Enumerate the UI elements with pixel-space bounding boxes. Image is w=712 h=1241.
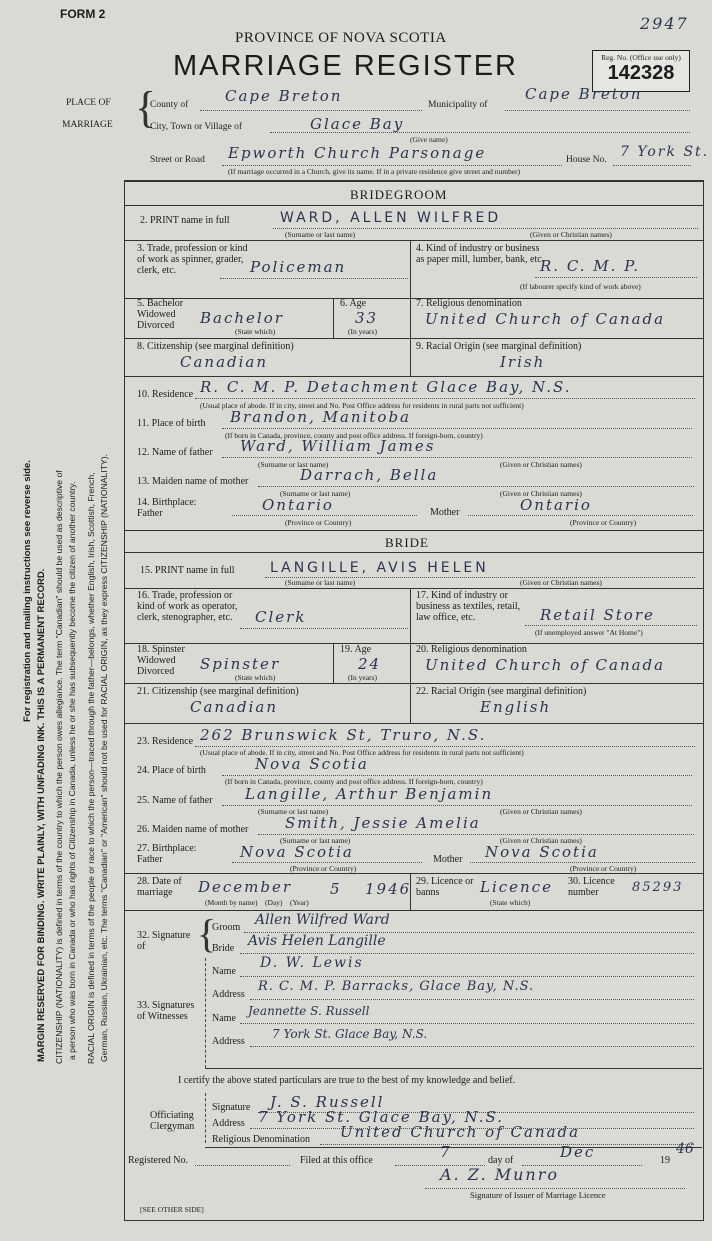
groom-religion: United Church of Canada: [425, 310, 666, 328]
bride-age: 24: [358, 655, 382, 673]
province-heading: PROVINCE OF NOVA SCOTIA: [235, 30, 447, 46]
municipality-label: Municipality of: [428, 100, 488, 110]
witness2-address-label: Address: [212, 1036, 245, 1047]
street-value: Epworth Church Parsonage: [228, 144, 487, 162]
street-note: (If marriage occurred in a Church, give its name. If in a private residence give street and number): [228, 167, 521, 176]
q16-label: 16. Trade, profession or kind of work as operator, clerk, stenographer, etc.: [137, 590, 238, 623]
groom-sig-label: Groom: [212, 922, 241, 933]
q14-mother-note: (Province or Country): [570, 518, 637, 527]
q10-note: (Usual place of abode. If in city, street and No. Post Office address for residents in rural parts not sufficient): [200, 401, 524, 410]
q20-label: 20. Religious denomination: [416, 644, 527, 655]
q5-note: (State which): [235, 327, 276, 336]
filed-year: 46: [676, 1141, 694, 1157]
place-brace: {: [135, 83, 157, 132]
bride-racial-origin: English: [480, 698, 552, 716]
q26-given-note: (Given or Christian names): [500, 836, 582, 845]
witness2-address: 7 York St. Glace Bay, N.S.: [272, 1027, 428, 1041]
q7-label: 7. Religious denomination: [416, 298, 522, 309]
q32-label: 32. Signature of: [137, 930, 191, 952]
q2-given-note: (Given or Christian names): [530, 230, 612, 239]
marriage-label: MARRIAGE: [62, 120, 113, 130]
see-other-side: [SEE OTHER SIDE]: [140, 1205, 204, 1214]
groom-racial-origin: Irish: [500, 353, 546, 371]
q12-surname-note: (Surname or last name): [258, 460, 329, 469]
year-prefix: 19: [660, 1155, 670, 1166]
q10-label: 10. Residence: [137, 389, 194, 400]
q29-label: 29. Licence or banns: [416, 876, 474, 898]
groom-residence: R. C. M. P. Detachment Glace Bay, N.S.: [200, 378, 572, 396]
q18-label: 18. Spinster Widowed Divorced: [137, 644, 185, 677]
q30-label: 30. Licence number: [568, 876, 615, 898]
witness1-name-label: Name: [212, 966, 236, 977]
licence-number: 85293: [632, 880, 684, 895]
q33-label: 33. Signatures of Witnesses: [137, 1000, 195, 1022]
clergy-signature: J. S. Russell: [270, 1093, 385, 1111]
bride-heading: BRIDE: [385, 535, 429, 550]
bride-industry: Retail Store: [540, 606, 655, 624]
witness1-name: D. W. Lewis: [260, 955, 364, 971]
county-value: Cape Breton: [225, 87, 343, 105]
bride-birthplace: Nova Scotia: [255, 755, 369, 773]
bride-mother: Smith, Jessie Amelia: [285, 814, 481, 832]
house-label: House No.: [566, 155, 607, 165]
groom-age: 33: [355, 309, 379, 327]
reg-number-label: Reg. No. (Office use only): [601, 53, 681, 62]
q17-label: 17. Kind of industry or business as textiles, retail, law office, etc.: [416, 590, 521, 623]
groom-industry: R. C. M. P.: [540, 257, 641, 275]
municipality-value: Cape Breton: [525, 85, 643, 103]
margin-binding-notice: MARGIN RESERVED FOR BINDING. WRITE PLAINLY, WITH UNFADING INK. THIS IS A PERMANENT RECORD.: [36, 568, 47, 1062]
bride-sig-label: Bride: [212, 943, 235, 954]
q13-surname-note: (Surname or last name): [280, 489, 351, 498]
county-label: County of: [150, 100, 189, 110]
q19-label: 19. Age: [340, 644, 372, 655]
bride-residence: 262 Brunswick St, Truro, N.S.: [200, 726, 487, 744]
form-number: FORM 2: [60, 7, 106, 21]
q5-label: 5. Bachelor Widowed Divorced: [137, 298, 184, 331]
q25-label: 25. Name of father: [137, 795, 213, 806]
margin-racial-def-1: RACIAL ORIGIN is defined in terms of the people or race to which the person—traced through the father—belongs, whether English, Irish, Scottish, French,: [86, 472, 96, 1064]
bride-religion: United Church of Canada: [425, 656, 666, 674]
day-of-label: day of: [488, 1155, 514, 1166]
registered-no-label: Registered No.: [128, 1155, 188, 1166]
give-name-note: (Give name): [410, 135, 448, 144]
witness2-name: Jeannette S. Russell: [248, 1004, 370, 1018]
officiating-label: Officiating Clergyman: [150, 1110, 195, 1132]
q15-surname-note: (Surname or last name): [285, 578, 356, 587]
q6-label: 6. Age: [340, 298, 367, 309]
q24-label: 24. Place of birth: [137, 765, 206, 776]
q18-note: (State which): [235, 673, 276, 682]
q6-note: (In years): [348, 327, 377, 336]
filed-label: Filed at this office: [300, 1155, 373, 1166]
bride-status: Spinster: [200, 655, 281, 673]
licence-or-banns: Licence: [480, 878, 553, 896]
q12-label: 12. Name of father: [137, 447, 213, 458]
q14-mother-label: Mother: [430, 507, 460, 518]
clergy-denomination: United Church of Canada: [340, 1123, 581, 1141]
clergy-denomination-label: Religious Denomination: [212, 1134, 311, 1145]
q22-label: 22. Racial Origin (see marginal definition): [416, 686, 587, 697]
marriage-day: 5: [330, 880, 342, 898]
reg-number-value: 142328: [607, 62, 675, 84]
filed-month: Dec: [560, 1143, 596, 1161]
q2-surname-note: (Surname or last name): [285, 230, 356, 239]
q4-label: 4. Kind of industry or business as paper mill, lumber, bank, etc.: [416, 243, 545, 265]
q21-label: 21. Citizenship (see marginal definition): [137, 686, 299, 697]
groom-status: Bachelor: [200, 309, 284, 327]
q12-given-note: (Given or Christian names): [500, 460, 582, 469]
clergy-signature-label: Signature: [212, 1102, 251, 1113]
q15-given-note: (Given or Christian names): [520, 578, 602, 587]
issuer-label: Signature of Issuer of Marriage Licence: [470, 1190, 606, 1200]
groom-father-birthplace: Ontario: [262, 496, 334, 514]
bride-father: Langille, Arthur Benjamin: [245, 785, 494, 803]
page-title: MARRIAGE REGISTER: [173, 50, 518, 82]
q27-mother-label: Mother: [433, 854, 463, 865]
clergy-address: 7 York St. Glace Bay, N.S.: [258, 1108, 505, 1126]
groom-name: WARD, ALLEN WILFRED: [280, 210, 502, 226]
q14-label: 14. Birthplace: Father: [137, 497, 197, 519]
witness2-name-label: Name: [212, 1013, 236, 1024]
certify-statement: I certify the above stated particulars are true to the best of my knowledge and belief.: [178, 1075, 516, 1086]
groom-citizenship: Canadian: [180, 353, 269, 371]
q25-surname-note: (Surname or last name): [258, 807, 329, 816]
q23-note: (Usual place of abode. If in city, street and No. Post Office address for residents in rural parts not sufficient): [200, 748, 524, 757]
q13-given-note: (Given or Christian names): [500, 489, 582, 498]
q25-given-note: (Given or Christian names): [500, 807, 582, 816]
groom-mother: Darrach, Bella: [300, 466, 439, 484]
q24-note: (If born in Canada, province, county and post office address. If foreign-born, country): [225, 777, 483, 786]
q27-label: 27. Birthplace: Father: [137, 843, 197, 865]
q17-note: (If unemployed answer "At Home"): [535, 628, 643, 637]
bride-mother-birthplace: Nova Scotia: [485, 843, 599, 861]
q3-label: 3. Trade, profession or kind of work as spinner, grader, clerk, etc.: [137, 243, 248, 276]
bridegroom-heading: BRIDEGROOM: [350, 187, 448, 202]
q27-father-note: (Province or Country): [290, 864, 357, 873]
margin-racial-def-2: German, Russian, Ukrainian, etc. The terms "Canadian" or "American" should not be used for RACIAL ORIGIN, as they express CITIZENSHIP (NATIONALITY).: [99, 454, 109, 1062]
marriage-year: 1946: [365, 880, 412, 898]
q27-mother-note: (Province or Country): [570, 864, 637, 873]
q13-label: 13. Maiden name of mother: [137, 476, 249, 487]
groom-occupation: Policeman: [250, 258, 347, 276]
witness1-address-label: Address: [212, 989, 245, 1000]
margin-citizenship-def-2: a person who was born in Canada or who has rights of Citizenship in Canada, unless he or she has subsequently become the citizen of another country.: [67, 481, 77, 1060]
q28-label: 28. Date of marriage: [137, 876, 182, 898]
marriage-month: December: [198, 878, 293, 896]
q29-note: (State which): [490, 898, 531, 907]
bride-name: LANGILLE, AVIS HELEN: [270, 560, 489, 576]
q19-note: (In years): [348, 673, 377, 682]
street-label: Street or Road: [150, 155, 205, 165]
clergy-address-label: Address: [212, 1118, 245, 1129]
groom-father: Ward, William James: [240, 437, 436, 455]
q11-note: (If born in Canada, province, county and post office address. If foreign-born, country): [225, 431, 483, 440]
q14-father-note: (Province or Country): [285, 518, 352, 527]
q8-label: 8. Citizenship (see marginal definition): [137, 341, 294, 352]
bride-signature: Avis Helen Langille: [248, 933, 386, 949]
house-value: 7 York St.: [620, 144, 710, 160]
margin-citizenship-def-1: CITIZENSHIP (NATIONALITY) is defined in terms of the country to which the person owes allegiance. The term "Canadian" should be used as descriptive of: [54, 470, 64, 1064]
handwritten-number: 2947: [640, 14, 689, 33]
witness1-address: R. C. M. P. Barracks, Glace Bay, N.S.: [258, 979, 535, 994]
groom-mother-birthplace: Ontario: [520, 496, 592, 514]
q9-label: 9. Racial Origin (see marginal definition): [416, 341, 582, 352]
q26-label: 26. Maiden name of mother: [137, 824, 249, 835]
q11-label: 11. Place of birth: [137, 418, 206, 429]
bride-father-birthplace: Nova Scotia: [240, 843, 354, 861]
q28-note: (Month by name) (Day) (Year): [205, 898, 309, 907]
q15-label: 15. PRINT name in full: [140, 565, 235, 576]
place-of-label: PLACE OF: [66, 98, 111, 108]
bride-occupation: Clerk: [255, 608, 307, 626]
city-label: City, Town or Village of: [150, 122, 242, 132]
bride-citizenship: Canadian: [190, 698, 279, 716]
groom-birthplace: Brandon, Manitoba: [230, 408, 411, 426]
city-value: Glace Bay: [310, 115, 405, 133]
q23-label: 23. Residence: [137, 736, 194, 747]
q2-label: 2. PRINT name in full: [140, 215, 230, 226]
issuer-signature: A. Z. Munro: [440, 1165, 560, 1184]
filed-day: 7: [440, 1143, 452, 1161]
margin-instructions: For registration and mailing instructions see reverse side.: [22, 460, 33, 722]
groom-signature: Allen Wilfred Ward: [255, 912, 390, 928]
q26-surname-note: (Surname or last name): [280, 836, 351, 845]
q4-note: (If labourer specify kind of work above): [520, 282, 641, 291]
